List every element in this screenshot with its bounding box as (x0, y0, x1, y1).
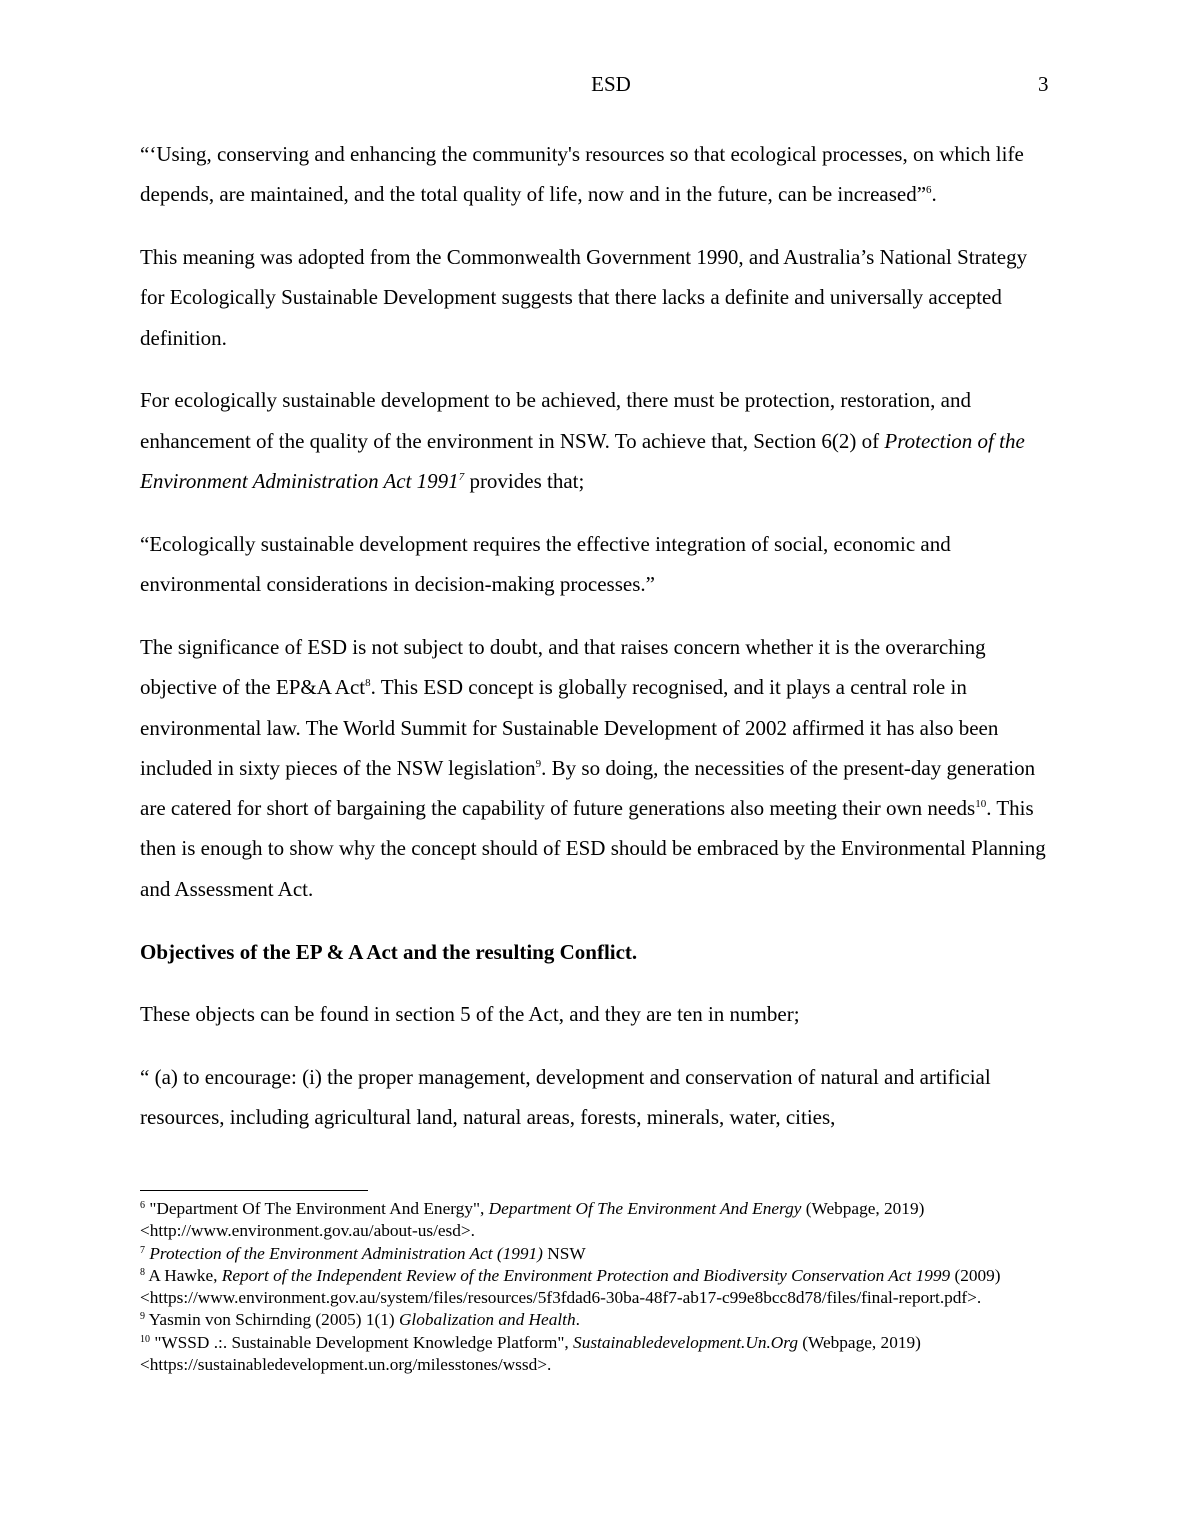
footnote-italic: Department Of The Environment And Energy (488, 1199, 802, 1218)
paragraph-text: For ecologically sustainable development to be achieved, there must be protection, restoration, and enhancement of the quality of the environment in NSW. To achieve that, Section 6(2) of (140, 388, 971, 453)
paragraph-definition-quote (140, 134, 1052, 215)
footnote-text: "WSSD .:. Sustainable Development Knowledge Platform", (150, 1332, 574, 1352)
footnote-6 (140, 1198, 1040, 1243)
footnote-italic: Globalization and Health (398, 1310, 576, 1330)
footnote-number: 10 (140, 1333, 150, 1345)
footnote-italic: Sustainabledevelopment.Un.Org (573, 1332, 798, 1352)
paragraph-significance (140, 627, 1052, 909)
footnote-text: (Webpage, 2019) <http://www.environment.gov.au/about-us/esd>. (140, 1199, 925, 1241)
paragraph-objective-a: “ (a) to encourage: (i) the proper management, development and conservation of natural and artificial resources, including agricultural land, natural areas, forests, minerals, water, cities, (140, 1065, 991, 1130)
paragraph-text: . This ESD concept is globally recognised, and it plays a central role in environmental law. The World Summit for Sustainable Development of 2002 affirmed it has also been included in sixty pieces of the NSW legislation (140, 675, 999, 780)
footnote-text: (2009) <https://www.environment.gov.au/system/files/resources/5f3fdad6-30ba-48f7-ab17-c99e8bcc8d78/files/final-report.pdf>. (140, 1265, 1001, 1308)
paragraph-text: The significance of ESD is not subject to doubt, and that raises concern whether it is the overarching objective of the EP&A Act (140, 634, 986, 700)
paragraph-end: provides that; (464, 469, 585, 494)
paragraph-meaning: This meaning was adopted from the Commonwealth Government 1990, and Australia’s National Strategy for Ecologically Sustainable Development suggests that there lacks a definite and universally accepted definition. (140, 245, 1028, 350)
footnote-separator (140, 1190, 368, 1191)
document-body (140, 134, 1052, 1160)
paragraph-objects-intro: These objects can be found in section 5 of the Act, and they are ten in number; (140, 1002, 800, 1027)
footnote-number: 9 (140, 1311, 145, 1323)
footnote-ref-9[interactable]: 9 (535, 757, 542, 770)
paragraph-text: . This then is enough to show why the concept should of ESD should be embraced by the Environmental Planning and Assessment Act. (140, 796, 1046, 901)
footnote-text: Yasmin von Schirnding (2005) 1(1) (145, 1310, 399, 1330)
paragraph-end: . (931, 182, 937, 207)
footnote-ref-7[interactable]: 7 (458, 471, 465, 484)
footnote-7 (140, 1243, 1040, 1265)
footnote-text: NSW (542, 1243, 586, 1263)
footnote-text: "Department Of The Environment And Energy", (145, 1199, 489, 1218)
paragraph-esd-quote: “Ecologically sustainable development requires the effective integration of social, economic and environmental considerations in decision-making processes.” (140, 531, 951, 597)
running-header-title: ESD (591, 72, 631, 96)
footnote-number: 8 (140, 1266, 145, 1278)
footnote-10 (140, 1332, 1040, 1377)
footnote-8 (140, 1265, 1040, 1310)
footnote-ref-6[interactable]: 6 (926, 184, 932, 197)
paragraph-section-6-2 (140, 380, 1052, 501)
act-title: Protection of the Environment Administration Act 1991 (140, 428, 1025, 494)
footnote-ref-10[interactable]: 10 (975, 798, 987, 811)
footnote-ref-8[interactable]: 8 (365, 677, 371, 690)
footnote-text: A Hawke, (145, 1265, 222, 1285)
footnote-italic: Protection of the Environment Administration Act (1991) (149, 1243, 543, 1263)
footnotes (140, 1198, 1040, 1376)
footnote-italic: Report of the Independent Review of the Environment Protection and Biodiversity Conservation Act 1999 (221, 1265, 951, 1285)
paragraph-text: . By so doing, the necessities of the present-day generation are catered for short of bargaining the capability of future generations also meeting their own needs (140, 755, 1036, 821)
footnote-number: 7 (140, 1244, 145, 1256)
section-heading: Objectives of the EP & A Act and the resulting Conflict. (140, 939, 638, 964)
footnote-number: 6 (140, 1200, 145, 1211)
footnote-9 (140, 1309, 1040, 1331)
page-number: 3 (1038, 72, 1049, 96)
footnote-text: . (575, 1310, 580, 1330)
paragraph-text: “‘Using, conserving and enhancing the community's resources so that ecological processes, on which life depends, are maintained, and the total quality of life, now and in the future, can be increased” (140, 142, 1024, 207)
footnote-text: (Webpage, 2019) <https://sustainabledevelopment.un.org/milesstones/wssd>. (140, 1332, 921, 1375)
